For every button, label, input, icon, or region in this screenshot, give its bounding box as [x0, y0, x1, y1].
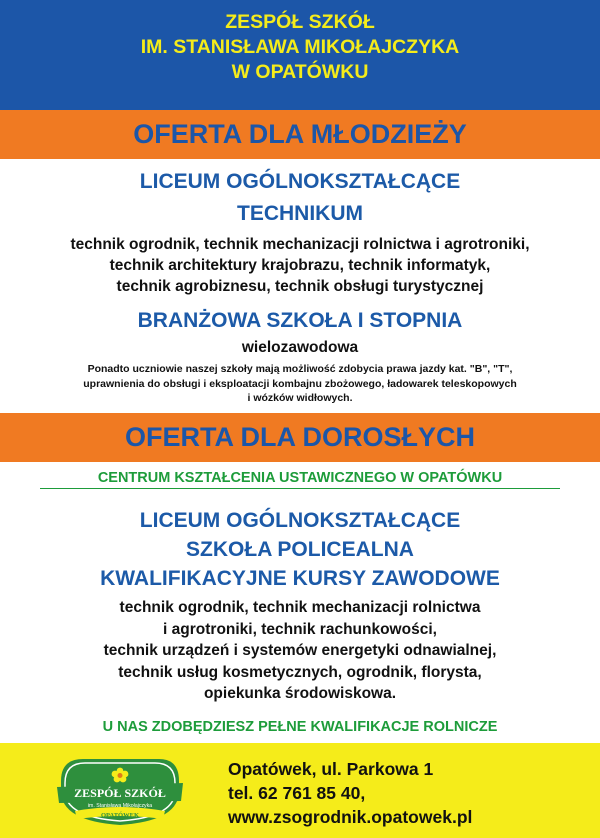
adult-offer-banner: OFERTA DLA DOROSŁYCH	[0, 413, 600, 462]
footer	[0, 743, 600, 838]
adult-heading: LICEUM OGÓLNOKSZTAŁCĄCE	[139, 509, 461, 532]
school-name-line3: W OPATÓWKU	[231, 61, 369, 83]
technikum-list-line: technik ogrodnik, technik mechanizacji rolnictwa i agrotroniki,	[70, 236, 530, 253]
logo-city: OPATÓWEK	[100, 812, 140, 819]
ckz-underline	[40, 488, 560, 489]
youth-offer-banner: OFERTA DLA MŁODZIEŻY	[0, 110, 600, 159]
contact-block	[228, 757, 472, 829]
adult-headings	[0, 506, 600, 593]
school-name-line2: IM. STANISŁAWA MIKOŁAJCZYKA	[140, 36, 460, 58]
website-link[interactable]: www.zsogrodnik.opatowek.pl	[228, 807, 473, 827]
adult-list-line: technik usług kosmetycznych, ogrodnik, florysta,	[118, 663, 482, 681]
branzowa-heading: BRANŻOWA SZKOŁA I STOPNIA	[137, 309, 463, 332]
phone-line: tel. 62 761 85 40,	[228, 783, 366, 803]
adult-heading: KWALIFIKACYJNE KURSY ZAWODOWE	[100, 567, 500, 590]
adult-list-line: i agrotroniki, technik rachunkowości,	[163, 620, 437, 638]
agricultural-qualifications-slogan: U NAS ZDOBĘDZIESZ PEŁNE KWALIFIKACJE ROLNICZE	[102, 719, 498, 735]
adult-list-line: technik ogrodnik, technik mechanizacji rolnictwa	[119, 599, 481, 616]
note-line: Ponadto uczniowie naszej szkoły mają możliwość zdobycia prawa jazdy kat. "B", "T",	[87, 363, 513, 375]
school-name-line1: ZESPÓŁ SZKÓŁ	[225, 11, 375, 33]
branzowa-subtitle: wielozawodowa	[241, 339, 359, 356]
extra-qualifications-note	[30, 362, 570, 406]
logo-subtitle: im. Stanisława Mikołajczyka	[87, 803, 153, 809]
note-line: uprawnienia do obsługi i eksploatacji kombajnu zbożowego, ładowarek teleskopowych	[83, 377, 517, 390]
technikum-list-line: technik agrobiznesu, technik obsługi turystycznej	[116, 278, 484, 295]
adult-list-line: opiekunka środowiskowa.	[203, 685, 397, 702]
adult-list-line: technik urządzeń i systemów energetyki odnawialnej,	[103, 642, 497, 659]
youth-liceum-heading: LICEUM OGÓLNOKSZTAŁCĄCE	[139, 170, 461, 193]
school-logo	[55, 751, 185, 829]
adult-heading: SZKOŁA POLICEALNA	[186, 538, 414, 561]
adult-course-list	[0, 597, 600, 705]
header	[0, 0, 600, 110]
technikum-list-line: technik architektury krajobrazu, technik informatyk,	[109, 257, 491, 274]
ckz-title: CENTRUM KSZTAŁCENIA USTAWICZNEGO W OPATÓWKU	[97, 470, 503, 486]
note-line: i wózków widłowych.	[247, 392, 353, 404]
technikum-list	[0, 234, 600, 297]
address-line: Opatówek, ul. Parkowa 1	[228, 759, 434, 779]
logo-title: ZESPÓŁ SZKÓŁ	[74, 786, 166, 800]
technikum-heading: TECHNIKUM	[237, 202, 363, 225]
